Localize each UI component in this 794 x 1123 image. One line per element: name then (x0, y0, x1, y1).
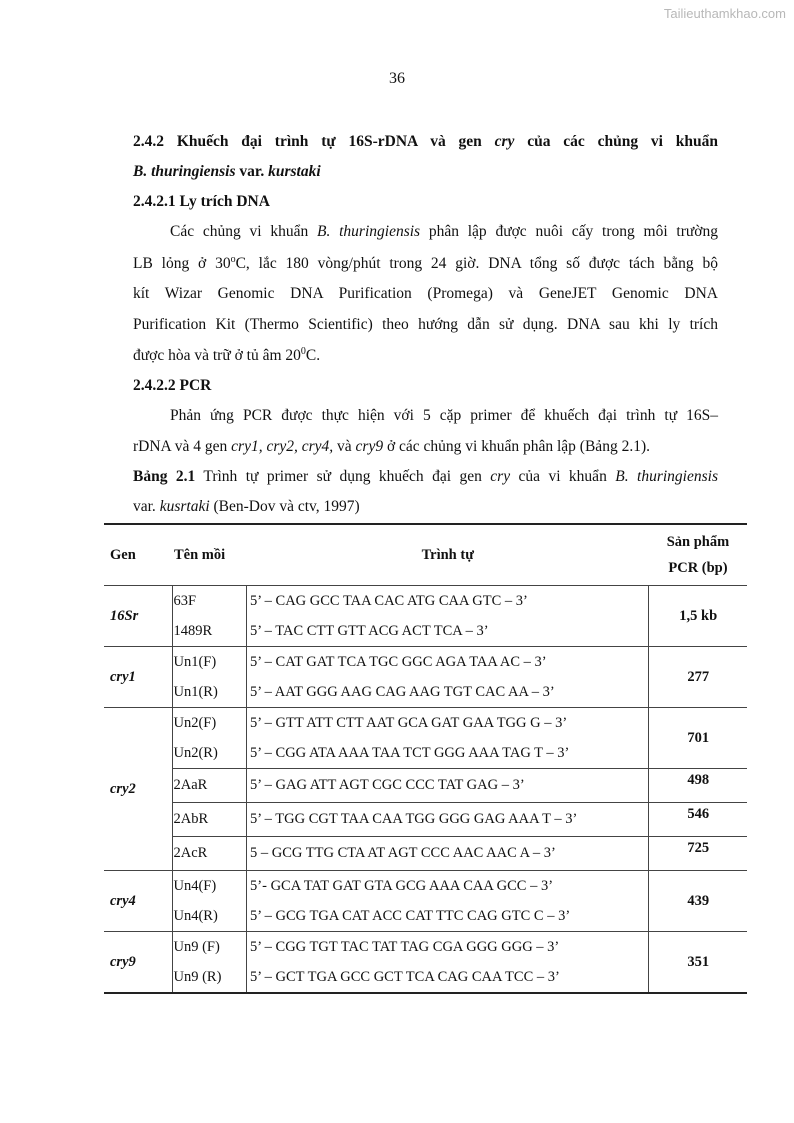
primer-name: Un1(F) (173, 647, 247, 678)
primer-sequence: 5’ – TGG CGT TAA CAA TGG GGG GAG AAA T – 3’ (247, 803, 649, 837)
primer-sequence: 5’ – TAC CTT GTT ACG ACT TCA – 3’ (247, 616, 649, 647)
pcr-product: 725 (649, 837, 747, 871)
paragraph-line: LB lỏng ở 30$^o$C, lắc 180 vòng/phút trong 24 giờ. DNA tổng số được tách bằng bộ (133, 254, 718, 273)
paragraph-line: Phản ứng PCR được thực hiện với 5 cặp primer để khuếch đại trình tự 16S– (170, 407, 718, 424)
table-caption-line2: var. kusrtaki (Ben-Dov và ctv, 1997) (133, 498, 360, 515)
gene-cell: cry9 (104, 932, 173, 994)
primer-name: Un4(R) (173, 901, 247, 932)
primer-sequence: 5’ – GTT ATT CTT AAT GCA GAT GAA TGG G – 3’ (247, 708, 649, 739)
primer-name: 1489R (173, 616, 247, 647)
subsection-title-pcr: 2.4.2.2 PCR (133, 377, 212, 394)
table-row (104, 769, 747, 803)
table-row (104, 871, 747, 902)
table-row (104, 708, 747, 739)
primer-name: 63F (173, 586, 247, 617)
header-gen: Gen (104, 524, 173, 586)
watermark-text: Tailieuthamkhao.com (663, 6, 786, 21)
section-heading: 2.4.2 Khuếch đại trình tự 16S-rDNA và gen cry của các chủng vi khuẩn (133, 133, 718, 150)
primer-sequence: 5’ – CGG ATA AAA TAA TCT GGG AAA TAG T – 3’ (247, 738, 649, 769)
gene-cell: cry2 (104, 708, 173, 871)
page-number: 36 (389, 70, 405, 87)
primer-name: Un9 (R) (173, 962, 247, 993)
primer-name: 2AbR (173, 803, 247, 837)
primer-sequence: 5’ – GAG ATT AGT CGC CCC TAT GAG – 3’ (247, 769, 649, 803)
gene-cell: cry4 (104, 871, 173, 932)
paragraph-line: rDNA và 4 gen cry1, cry2, cry4, và cry9 ở các chủng vi khuẩn phân lập (Bảng 2.1). (133, 438, 650, 455)
primer-sequence: 5’- GCA TAT GAT GTA GCG AAA CAA GCC – 3’ (247, 871, 649, 902)
primer-sequence: 5’ – CAT GAT TCA TGC GGC AGA TAA AC – 3’ (247, 647, 649, 678)
pcr-product: 701 (649, 708, 747, 769)
pcr-product: 439 (649, 871, 747, 932)
pcr-product: 277 (649, 647, 747, 708)
primer-name: Un1(R) (173, 677, 247, 708)
pcr-product: 498 (649, 769, 747, 803)
paragraph-line: kít Wizar Genomic DNA Purification (Promega) và GeneJET Genomic DNA (133, 285, 718, 302)
primer-sequence: 5’ – CAG GCC TAA CAC ATG CAA GTC – 3’ (247, 586, 649, 617)
pcr-product: 1,5 kb (649, 586, 747, 647)
table-row (104, 837, 747, 871)
section-heading-line2: B. thuringiensis var. kurstaki (133, 163, 321, 180)
table-row (104, 803, 747, 837)
primer-name: Un2(R) (173, 738, 247, 769)
pcr-product: 351 (687, 953, 710, 970)
primer-sequence: 5’ – CGG TGT TAC TAT TAG CGA GGG GGG – 3’ (247, 932, 649, 963)
gene-cell: 16Sr (104, 586, 173, 647)
primer-name: 2AaR (173, 769, 247, 803)
paragraph-line: Purification Kit (Thermo Scientific) theo hướng dẫn sử dụng. DNA sau khi ly trích (133, 316, 718, 333)
primer-sequence: 5’ – AAT GGG AAG CAG AAG TGT CAC AA – 3’ (247, 677, 649, 708)
primer-name: Un9 (F) (173, 932, 247, 963)
primer-sequence: 5’ – GCT TGA GCC GCT TCA CAG CAA TCC – 3’ (247, 962, 649, 993)
table-row (104, 647, 747, 678)
subsection-title-dna: 2.4.2.1 Ly trích DNA (133, 193, 270, 210)
table-row (104, 932, 747, 963)
table-caption: Bảng 2.1 Trình tự primer sử dụng khuếch đại gen cry của vi khuẩn B. thuringiensis (133, 468, 718, 485)
primer-table (104, 523, 747, 994)
header-primer-name: Tên mồi (173, 524, 247, 586)
pcr-product: 546 (649, 803, 747, 837)
primer-sequence: 5 – GCG TTG CTA AT AGT CCC AAC AAC A – 3’ (247, 837, 649, 871)
primer-sequence: 5’ – GCG TGA CAT ACC CAT TTC CAG GTC C – 3’ (247, 901, 649, 932)
primer-name: 2AcR (173, 837, 247, 871)
primer-name: Un4(F) (173, 871, 247, 902)
gene-cell: cry1 (104, 647, 173, 708)
paragraph-line: được hòa và trữ ở tủ âm $20^0C$. (133, 346, 321, 365)
table-header-row (104, 524, 747, 586)
paragraph-line: Các chủng vi khuẩn B. thuringiensis phân lập được nuôi cấy trong môi trường (170, 223, 718, 240)
header-product: Sản phẩm PCR (bp) (649, 524, 747, 586)
primer-name: Un2(F) (173, 708, 247, 739)
table-row (104, 586, 747, 617)
header-sequence: Trình tự (247, 524, 649, 586)
